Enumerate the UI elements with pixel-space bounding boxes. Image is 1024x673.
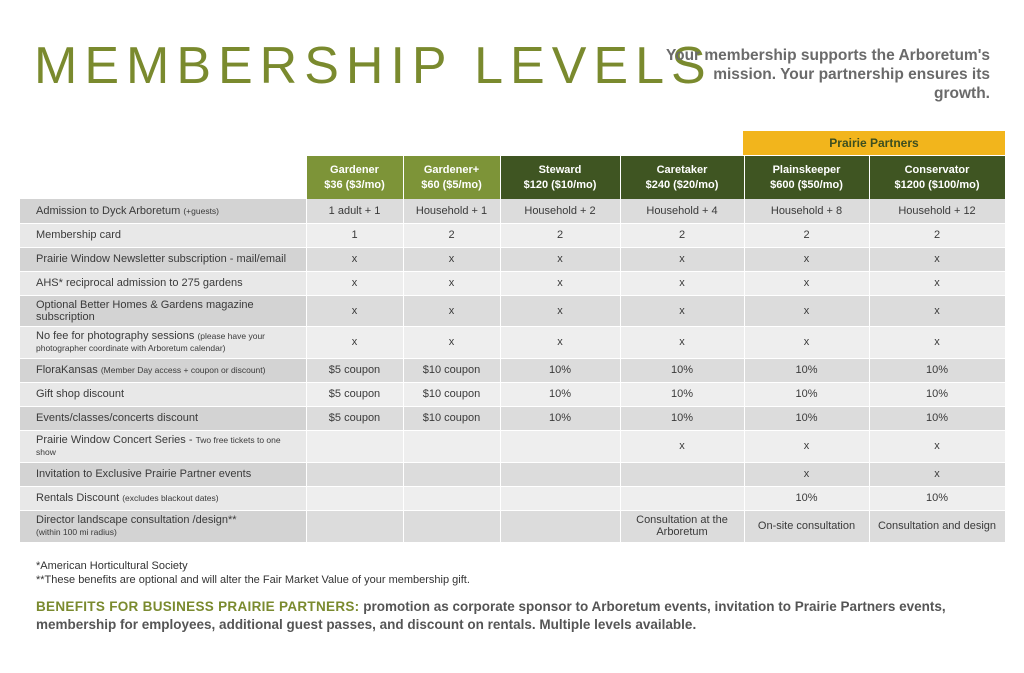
benefit-value: x bbox=[744, 430, 869, 462]
level-header-conservator bbox=[869, 156, 1005, 199]
benefit-value: x bbox=[306, 271, 403, 295]
level-name: Gardener bbox=[330, 163, 379, 176]
business-benefits bbox=[36, 598, 996, 634]
level-price: $36 ($3/mo) bbox=[324, 178, 385, 191]
level-name: Steward bbox=[538, 163, 582, 176]
benefit-value: x bbox=[869, 326, 1005, 358]
benefit-value: 1 bbox=[306, 223, 403, 247]
benefit-value: x bbox=[500, 326, 620, 358]
benefit-value: x bbox=[500, 295, 620, 326]
level-header-gardener-plus bbox=[403, 156, 500, 199]
benefit-label: FloraKansas (Member Day access + coupon or discount) bbox=[20, 358, 306, 382]
benefit-value: x bbox=[744, 462, 869, 486]
level-price: $1200 ($100/mo) bbox=[894, 178, 980, 191]
benefit-rows bbox=[20, 199, 1005, 542]
table-row bbox=[20, 295, 1005, 326]
benefit-label: Admission to Dyck Arboretum (+guests) bbox=[20, 199, 306, 223]
benefit-value: x bbox=[500, 271, 620, 295]
benefit-value bbox=[306, 510, 403, 542]
benefit-value: 2 bbox=[500, 223, 620, 247]
benefit-value: x bbox=[403, 326, 500, 358]
benefit-label: Gift shop discount bbox=[20, 382, 306, 406]
level-name: Gardener+ bbox=[423, 163, 480, 176]
level-header-steward bbox=[500, 156, 620, 199]
benefit-value: x bbox=[306, 326, 403, 358]
level-header-gardener bbox=[306, 156, 403, 199]
footnote-optional: **These benefits are optional and will alter the Fair Market Value of your membership gift. bbox=[36, 574, 470, 586]
table-row bbox=[20, 462, 1005, 486]
tagline: Your membership supports the Arboretum's mission. Your partnership ensures its growth. bbox=[665, 47, 990, 102]
footnotes bbox=[36, 559, 470, 587]
benefit-value: 10% bbox=[500, 358, 620, 382]
benefit-value: 10% bbox=[744, 486, 869, 510]
benefit-value: $10 coupon bbox=[403, 406, 500, 430]
level-header-row bbox=[20, 156, 1005, 199]
benefit-label: Rentals Discount (excludes blackout dates) bbox=[20, 486, 306, 510]
benefit-value: 10% bbox=[744, 382, 869, 406]
benefit-label: Prairie Window Newsletter subscription - mail/email bbox=[20, 247, 306, 271]
benefit-label: Director landscape consultation /design** (within 100 mi radius) bbox=[20, 510, 306, 542]
benefit-value: x bbox=[869, 271, 1005, 295]
benefit-value bbox=[500, 486, 620, 510]
benefit-value: 10% bbox=[620, 406, 744, 430]
benefit-value bbox=[620, 486, 744, 510]
level-header-plainskeeper bbox=[744, 156, 869, 199]
benefit-value: x bbox=[744, 326, 869, 358]
table-row bbox=[20, 406, 1005, 430]
level-name: Caretaker bbox=[656, 163, 708, 176]
benefit-value: x bbox=[869, 247, 1005, 271]
benefit-value bbox=[403, 510, 500, 542]
benefit-value: x bbox=[869, 295, 1005, 326]
benefit-value bbox=[403, 430, 500, 462]
benefit-value: 10% bbox=[869, 486, 1005, 510]
benefit-value bbox=[306, 486, 403, 510]
benefit-value bbox=[306, 462, 403, 486]
benefit-value: Household + 12 bbox=[869, 199, 1005, 223]
benefit-value: $5 coupon bbox=[306, 382, 403, 406]
benefit-value: x bbox=[620, 326, 744, 358]
benefit-label: No fee for photography sessions (please have your photographer coordinate with Arboretum calendar) bbox=[20, 326, 306, 358]
level-price: $240 ($20/mo) bbox=[645, 178, 719, 191]
level-name: Plainskeeper bbox=[772, 163, 841, 176]
table-row bbox=[20, 486, 1005, 510]
benefit-value: On-site consultation bbox=[744, 510, 869, 542]
benefit-label: AHS* reciprocal admission to 275 gardens bbox=[20, 271, 306, 295]
benefit-value bbox=[500, 510, 620, 542]
benefit-value: 10% bbox=[869, 382, 1005, 406]
benefit-value: 1 adult + 1 bbox=[306, 199, 403, 223]
benefit-value: 10% bbox=[620, 358, 744, 382]
table-row bbox=[20, 430, 1005, 462]
benefit-value: Household + 1 bbox=[403, 199, 500, 223]
benefit-value: 10% bbox=[744, 358, 869, 382]
benefit-value: x bbox=[744, 271, 869, 295]
header-corner bbox=[20, 156, 306, 199]
benefit-value: Household + 2 bbox=[500, 199, 620, 223]
benefit-value: $5 coupon bbox=[306, 406, 403, 430]
benefit-value: 2 bbox=[620, 223, 744, 247]
benefit-value: $10 coupon bbox=[403, 382, 500, 406]
table-row bbox=[20, 382, 1005, 406]
table-row bbox=[20, 199, 1005, 223]
benefit-label: Events/classes/concerts discount bbox=[20, 406, 306, 430]
benefit-value: 10% bbox=[500, 382, 620, 406]
benefit-value: x bbox=[620, 271, 744, 295]
benefit-value bbox=[403, 462, 500, 486]
page-title: MEMBERSHIP LEVELS bbox=[34, 37, 713, 95]
table-row bbox=[20, 271, 1005, 295]
benefit-value: x bbox=[869, 430, 1005, 462]
benefit-value: x bbox=[306, 295, 403, 326]
business-benefits-heading: BENEFITS FOR BUSINESS PRAIRIE PARTNERS: bbox=[36, 599, 360, 614]
benefit-value: x bbox=[403, 295, 500, 326]
table-row bbox=[20, 223, 1005, 247]
table-row bbox=[20, 358, 1005, 382]
benefit-label: Membership card bbox=[20, 223, 306, 247]
benefit-value: Household + 4 bbox=[620, 199, 744, 223]
benefit-value: 10% bbox=[744, 406, 869, 430]
level-name: Conservator bbox=[904, 163, 970, 176]
benefit-value: 10% bbox=[500, 406, 620, 430]
benefit-value: x bbox=[869, 462, 1005, 486]
benefit-label: Invitation to Exclusive Prairie Partner events bbox=[20, 462, 306, 486]
benefit-value: Consultation and design bbox=[869, 510, 1005, 542]
footnote-ahs: *American Horticultural Society bbox=[36, 560, 188, 572]
benefit-value: x bbox=[403, 247, 500, 271]
level-price: $60 ($5/mo) bbox=[421, 178, 482, 191]
level-price: $600 ($50/mo) bbox=[770, 178, 843, 191]
benefit-value bbox=[500, 462, 620, 486]
benefit-value: 10% bbox=[869, 406, 1005, 430]
benefit-value: 10% bbox=[869, 358, 1005, 382]
benefit-value: x bbox=[744, 295, 869, 326]
membership-table bbox=[20, 156, 1006, 543]
benefit-value: $10 coupon bbox=[403, 358, 500, 382]
benefit-value: Household + 8 bbox=[744, 199, 869, 223]
table-row bbox=[20, 326, 1005, 358]
benefit-value: 10% bbox=[620, 382, 744, 406]
benefit-value bbox=[620, 462, 744, 486]
prairie-partners-banner: Prairie Partners bbox=[743, 131, 1005, 155]
benefit-value: x bbox=[620, 295, 744, 326]
benefit-value: $5 coupon bbox=[306, 358, 403, 382]
business-benefits-text: promotion as corporate sponsor to Arboretum events, invitation to Prairie Partners events, membership for employees, additional guest passes, and discount on rentals. Multiple levels available. bbox=[36, 599, 946, 632]
level-header-caretaker bbox=[620, 156, 744, 199]
benefit-value bbox=[403, 486, 500, 510]
benefit-value: 2 bbox=[744, 223, 869, 247]
table-row bbox=[20, 510, 1005, 542]
benefit-label: Prairie Window Concert Series - Two free tickets to one show bbox=[20, 430, 306, 462]
benefit-value: Consultation at the Arboretum bbox=[620, 510, 744, 542]
benefit-value: 2 bbox=[869, 223, 1005, 247]
benefit-value: x bbox=[403, 271, 500, 295]
benefit-value: 2 bbox=[403, 223, 500, 247]
benefit-label: Optional Better Homes & Gardens magazine subscription bbox=[20, 295, 306, 326]
benefit-value: x bbox=[620, 247, 744, 271]
benefit-value: x bbox=[744, 247, 869, 271]
benefit-value: x bbox=[500, 247, 620, 271]
benefit-value bbox=[500, 430, 620, 462]
level-price: $120 ($10/mo) bbox=[523, 178, 597, 191]
benefit-value bbox=[306, 430, 403, 462]
benefit-value: x bbox=[306, 247, 403, 271]
benefit-value: x bbox=[620, 430, 744, 462]
table-row bbox=[20, 247, 1005, 271]
